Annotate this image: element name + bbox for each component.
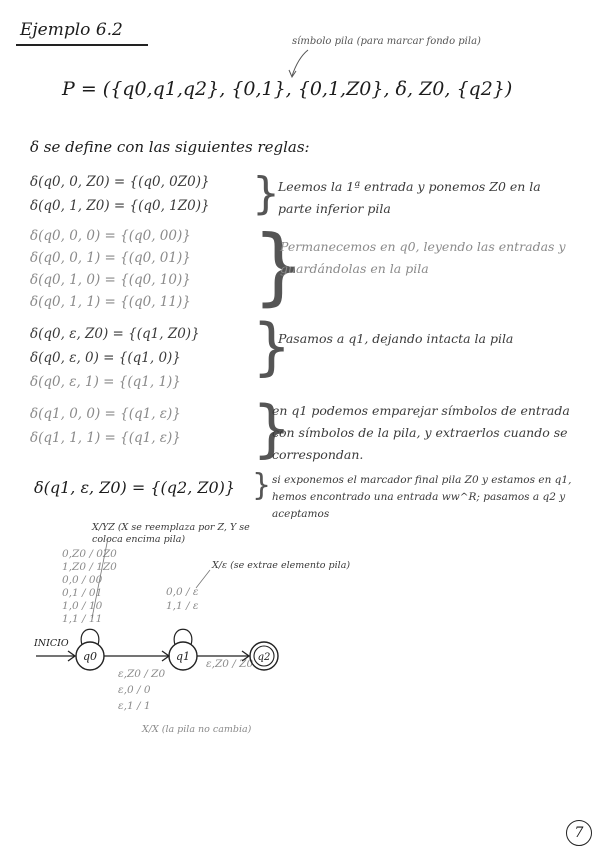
rule-note-5: si exponemos el marcador final pila Z0 y estamos en q1, hemos encontrado una entrada ww^R; pasamos a q2 y aceptamos — [272, 474, 572, 520]
delta-intro: δ se define con las siguientes reglas: — [30, 138, 310, 156]
rule-1-1: δ(q0, 0, Z0) = {(q0, 0Z0)} — [30, 174, 210, 190]
state-q0-label: q0 — [82, 650, 98, 663]
rule-note-2: Permanecemos en q0, leyendo las entradas y guardándolas en la pila — [280, 239, 566, 276]
rule-5-1: δ(q1, ε, Z0) = {(q2, Z0)} — [34, 478, 236, 497]
pop-pointer — [196, 570, 210, 588]
title-underline — [16, 44, 148, 46]
pda-definition: P = ({q0,q1,q2}, {0,1}, {0,1,Z0}, δ, Z0, {q2}) — [62, 78, 513, 100]
brace-4: } — [252, 392, 292, 465]
keep-annotation: X/X (la pila no cambia) — [142, 724, 252, 735]
brace-1: } — [252, 168, 280, 219]
start-label: INICIO — [34, 638, 69, 649]
q0-q1-label: ε,1 / 1 — [118, 700, 151, 712]
rule-2-2: δ(q0, 0, 1) = {(q0, 01)} — [30, 250, 191, 266]
q0-loop-label: 1,1 / 11 — [62, 613, 103, 625]
brace-2: } — [252, 217, 306, 315]
q0-loop-label: 0,0 / 00 — [62, 574, 103, 586]
rule-note-4: en q1 podemos emparejar símbolos de entrada con símbolos de la pila, y extraerlos cuando se correspondan. — [272, 403, 570, 462]
rule-3-2: δ(q0, ε, 0) = {(q1, 0)} — [30, 350, 181, 366]
stack-note-arrow-icon — [272, 46, 312, 82]
rule-4-1: δ(q1, 0, 0) = {(q1, ε)} — [30, 406, 181, 422]
rule-1-2: δ(q0, 1, Z0) = {(q0, 1Z0)} — [30, 198, 210, 214]
q0-loop-label: 0,1 / 01 — [62, 587, 103, 599]
q0-q1-label: ε,0 / 0 — [118, 684, 151, 696]
rule-3-1: δ(q0, ε, Z0) = {(q1, Z0)} — [30, 326, 200, 342]
q0-loop-label: 1,Z0 / 1Z0 — [62, 561, 117, 573]
rule-4-2: δ(q1, 1, 1) = {(q1, ε)} — [30, 430, 181, 446]
q1-loop-label: 0,0 / ε — [166, 586, 199, 598]
page-number: 7 — [566, 820, 592, 846]
rule-3-3: δ(q0, ε, 1) = {(q1, 1)} — [30, 374, 181, 390]
brace-5: } — [252, 468, 272, 503]
q0-loop-label: 1,0 / 10 — [62, 600, 103, 612]
rule-note-1: Leemos la 1ª entrada y ponemos Z0 en la parte inferior pila — [278, 179, 541, 216]
q1-loop-label: 1,1 / ε — [166, 600, 199, 612]
stack-symbol-note: símbolo pila (para marcar fondo pila) — [292, 36, 481, 47]
rule-2-3: δ(q0, 1, 0) = {(q0, 10)} — [30, 272, 191, 288]
q0-q1-label: ε,Z0 / Z0 — [118, 668, 166, 680]
q1-q2-label: ε,Z0 / Z0 — [206, 658, 254, 670]
pop-annotation: X/ε (se extrae elemento pila) — [212, 560, 351, 571]
brace-3: } — [252, 310, 292, 383]
push-annotation: X/YZ (X se reemplaza por Z, Y se coloca encima pila) — [92, 522, 250, 545]
state-q2-label: q2 — [257, 652, 271, 663]
q0-loop-label: 0,Z0 / 0Z0 — [62, 548, 117, 560]
state-q1-label: q1 — [175, 650, 191, 663]
page-title: Ejemplo 6.2 — [20, 20, 123, 40]
push-pointer — [92, 538, 108, 618]
rule-note-3: Pasamos a q1, dejando intacta la pila — [278, 331, 514, 346]
pda-state-diagram — [0, 500, 600, 720]
rule-2-4: δ(q0, 1, 1) = {(q0, 11)} — [30, 294, 191, 310]
rule-2-1: δ(q0, 0, 0) = {(q0, 00)} — [30, 228, 191, 244]
